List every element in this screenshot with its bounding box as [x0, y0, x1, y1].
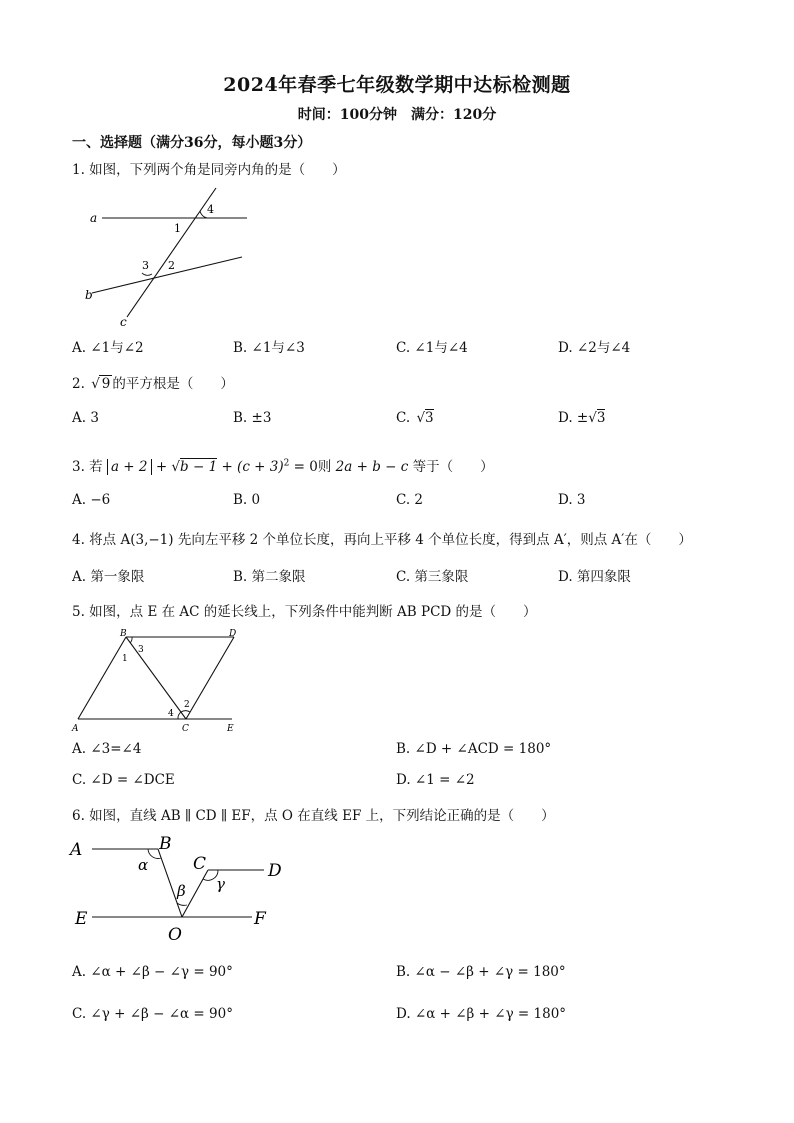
question-3-option-b[interactable]: B. 0 [233, 492, 261, 508]
line-cd [186, 637, 234, 719]
radical-sign-icon: √ [91, 376, 100, 392]
question-4-option-d[interactable]: D. 第四象限 [558, 569, 631, 585]
label-gamma: γ [216, 875, 225, 893]
angle-2-arc [181, 711, 190, 712]
exam-info: 时间：100分钟 满分：120分 [297, 107, 497, 123]
question-3-stem: 3. 若 $a + 2 + √b - 1 + (c + 3)^2 = 0$则 2a + b − c 等于（ ） [72, 458, 494, 475]
label-b: b [85, 288, 93, 302]
label-angle-4: 4 [207, 203, 214, 216]
question-6-option-b[interactable]: B. ∠α − ∠β + ∠γ = 180° [396, 964, 566, 980]
question-1-option-d[interactable]: D. ∠2与∠4 [558, 340, 631, 356]
label-b: B [159, 834, 172, 854]
label-b: B [120, 629, 127, 639]
line-b [92, 257, 242, 293]
label-c: C [182, 724, 189, 734]
page-title: 2024年春季七年级数学期中达标检测题 [223, 74, 571, 96]
question-2-option-c[interactable]: C. √3 [396, 410, 434, 426]
section-heading: 一、选择题（满分36分，每小题3分） [72, 135, 312, 151]
label-c: C [193, 854, 207, 874]
sqrt-expression: b − 1 [180, 459, 218, 475]
label-f: F [254, 909, 266, 929]
question-6-stem: 6. 如图，直线 AB ∥ CD ∥ EF，点 O 在直线 EF 上，下列结论正确的是（ ） [72, 808, 555, 824]
question-5-figure [70, 628, 245, 736]
label-angle-1: 1 [174, 222, 181, 235]
label-angle-3: 3 [142, 259, 149, 272]
label-d: D [268, 861, 282, 881]
line-bc [126, 637, 186, 719]
line-ab [78, 637, 126, 719]
question-2-option-a[interactable]: A. 3 [72, 410, 99, 426]
question-6-option-a[interactable]: A. ∠α + ∠β − ∠γ = 90° [72, 964, 233, 980]
label-a: A [72, 724, 79, 734]
line-c [127, 188, 216, 317]
label-angle-3: 3 [138, 645, 144, 655]
question-1-option-a[interactable]: A. ∠1与∠2 [72, 340, 144, 356]
label-angle-4: 4 [168, 709, 174, 719]
beta-arc [177, 903, 187, 905]
question-1-option-b[interactable]: B. ∠1与∠3 [233, 340, 305, 356]
question-2-number: 2. [72, 376, 85, 392]
question-3-option-d[interactable]: D. 3 [558, 492, 586, 508]
question-5-option-a[interactable]: A. ∠3=∠4 [72, 741, 142, 757]
label-e: E [227, 724, 234, 734]
question-2-option-d[interactable]: D. ±√3 [558, 410, 606, 426]
label-d: D [229, 629, 237, 639]
label-a: a [90, 211, 98, 225]
question-2-stem: 2. √ 9 的平方根是（ ） [72, 376, 234, 392]
question-6-option-c[interactable]: C. ∠γ + ∠β − ∠α = 90° [72, 1006, 233, 1022]
question-4-option-a[interactable]: A. 第一象限 [72, 569, 145, 585]
question-4-stem: 4. 将点 A(3,−1) 先向左平移 2 个单位长度，再向上平移 4 个单位长度，得到点 A′，则点 A′在（ ） [72, 532, 692, 548]
question-3-option-c[interactable]: C. 2 [396, 492, 424, 508]
question-1-figure [80, 182, 260, 332]
label-alpha: α [138, 856, 149, 874]
label-c: c [120, 315, 127, 329]
angle-3-arc [130, 637, 132, 643]
angle-4-arc [200, 211, 207, 218]
question-3-option-a[interactable]: A. −6 [72, 492, 111, 508]
question-4-option-c[interactable]: C. 第三象限 [396, 569, 469, 585]
label-angle-1: 1 [122, 654, 128, 664]
label-beta: β [177, 882, 186, 900]
label-angle-2: 2 [168, 259, 175, 272]
question-1-stem: 1. 如图，下列两个角是同旁内角的是（ ） [72, 162, 346, 178]
label-a: A [70, 840, 83, 860]
question-6-option-d[interactable]: D. ∠α + ∠β + ∠γ = 180° [396, 1006, 567, 1022]
angle-4-arc [178, 712, 181, 719]
angle-3-arc [142, 273, 152, 275]
sqrt-9: √ 9 [91, 376, 111, 392]
question-4-option-b[interactable]: B. 第二象限 [233, 569, 306, 585]
label-angle-2: 2 [184, 700, 190, 710]
question-6-figure [68, 832, 298, 947]
absolute-value: a + 2 [107, 459, 152, 475]
question-5-stem: 5. 如图，点 E 在 AC 的延长线上，下列条件中能判断 AB PCD 的是（ ） [72, 604, 537, 620]
line-oc [182, 870, 208, 917]
question-2-option-b[interactable]: B. ±3 [233, 410, 272, 426]
label-o: O [168, 925, 182, 945]
label-e: E [75, 909, 88, 929]
question-5-option-d[interactable]: D. ∠1 = ∠2 [396, 772, 475, 788]
question-1-option-c[interactable]: C. ∠1与∠4 [396, 340, 468, 356]
question-5-option-c[interactable]: C. ∠D = ∠DCE [72, 772, 175, 788]
question-5-option-b[interactable]: B. ∠D + ∠ACD = 180° [396, 741, 552, 757]
